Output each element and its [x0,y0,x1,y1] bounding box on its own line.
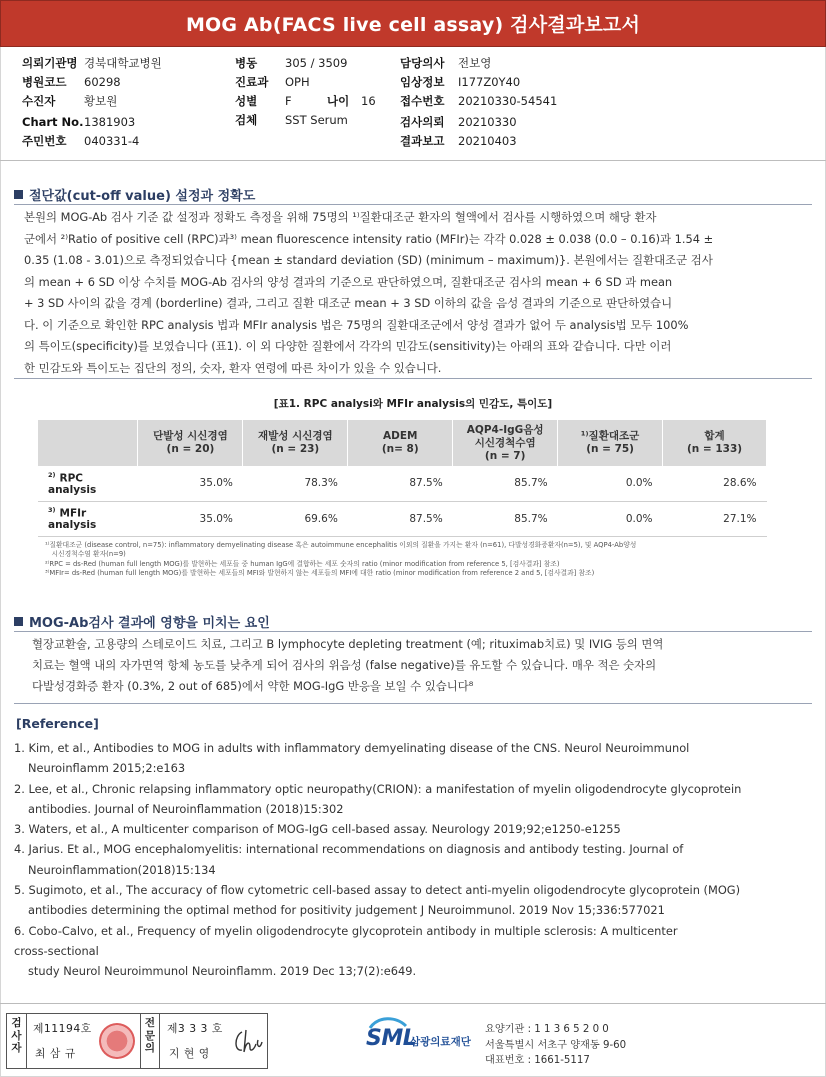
field-value: 경북대학교병원 [84,56,162,70]
table-cell: 0.0% [558,466,663,501]
field-value: SST Serum [285,113,348,127]
table-cell: 35.0% [138,501,243,536]
table-cell: 85.7% [453,466,558,501]
field-label: 접수번호 [400,94,445,108]
report-title: MOG Ab(FACS live cell assay) 검사결과보고서 [185,14,641,36]
table-header-row [38,420,767,466]
table-cell: 28.6% [663,466,767,501]
sensitivity-table [38,420,767,537]
field-label: 검사의뢰 [400,115,445,129]
field-label: 나이 [327,94,350,108]
section-underline [14,703,812,704]
table-footnotes [45,541,765,579]
text-line: 의 특이도(specificity)를 보였습니다 (표1). 이 외 다양한 질환에서 각각의 민감도(sensitivity)는 아래의 표와 같습니다. 다만 이러 [24,339,672,353]
field-label: Chart No. [22,115,84,129]
table-cell: 35.0% [138,466,243,501]
column-header: ADEM (n= 8) [348,420,453,466]
column-header: 합계 (n = 133) [663,420,767,466]
signature-box [6,1013,268,1069]
table-cell: 85.7% [453,501,558,536]
section-underline [14,204,812,205]
reference-line: antibodies. Journal of Neuroinflammation (2018)15:302 [28,801,344,816]
divider [0,160,826,161]
text-line: 0.35 (1.08 - 3.01)으로 측정되었습니다 {mean ± standard deviation (SD) (minimum – maximum)}. 본원에서는 질환대조군 검사 [24,253,713,267]
specialist-name: 지 현 영 [169,1047,210,1060]
column-header: 단발성 시신경염 (n = 20) [138,420,243,466]
table-cell: 69.6% [243,501,348,536]
field-value: 305 / 3509 [285,56,348,70]
field-label: 결과보고 [400,134,445,148]
table-cell: 87.5% [348,501,453,536]
reference-title: [Reference] [16,716,99,731]
text-line: 의 mean + 6 SD 이상 수치를 MOG-Ab 검사의 양성 결과의 기준으로 판단하였으며, 질환대조군 검사의 mean + 6 SD 과 mean [24,274,673,289]
field-value: 040331-4 [84,134,140,148]
footnote: 시신경척수염 환자(n=9) [45,550,126,559]
reference-line: 2. Lee, et al., Chronic relapsing inflammatory optic neuropathy(CRION): a manifestation of myelin oligodendrocyte glycoprotein [14,781,742,796]
seal-stamp-icon [99,1023,135,1059]
field-label: 주민번호 [22,134,67,148]
field-value: I177Z0Y40 [458,75,521,89]
field-label: 임상정보 [400,75,445,89]
specialist-label: 전문의 [140,1014,160,1068]
table-corner [38,420,138,466]
section-underline [14,631,812,632]
table-cell: 87.5% [348,466,453,501]
column-header: 재발성 시신경염 (n = 23) [243,420,348,466]
section-title-factors [14,612,270,631]
bullet-square-icon [14,190,23,199]
reference-line: 4. Jarius. Et al., MOG encephalomyelitis: international recommendations on diagnosis and antibody testing. Journal of [14,842,684,857]
field-value: 20210330-54541 [458,94,558,108]
bullet-square-icon [14,617,23,626]
logo-text: SML [366,1026,417,1051]
text-line: 군에서 ²⁾Ratio of positive cell (RPC)과³⁾ mean fluorescence intensity ratio (MFIr)는 각각 0.028 ± 0.038 (0.0 – 0.16)과 1.54 ± [24,231,714,246]
reference-line: 6. Cobo-Calvo, et al., Frequency of myelin oligodendrocyte glycoprotein antibody in multiple sclerosis: A multicenter [14,923,678,938]
footnote: ²⁾RPC = ds-Red (human full length MOG)를 발현하는 세포들 중 human IgG에 결합하는 세포 숫자의 ratio (minor modification from reference 5, [검사결과] 참조) [45,559,560,568]
tester-label: 검사자 [7,1014,27,1068]
column-header: ¹⁾질환대조군 (n = 75) [558,420,663,466]
field-label: 수진자 [22,94,56,108]
table-caption: [표1. RPC analysi와 MFIr analysis의 민감도, 특이도] [273,398,553,410]
field-label: 담당의사 [400,56,445,70]
reference-line: antibodies determining the optimal method for positivity judgement J Neuroimmunol. 2019 Nov 15;336:577021 [28,903,665,918]
reference-line: Neuroinflammation(2018)15:134 [28,862,216,877]
field-value: OPH [285,75,310,89]
field-label: 진료과 [235,75,269,89]
org-address [485,1022,626,1069]
section-title-text: MOG-Ab검사 결과에 영향을 미치는 요인 [29,616,270,631]
table-row [38,501,767,536]
tester-license-no: 제11194호 [33,1022,92,1035]
field-label: 성별 [235,94,258,108]
section-title-text: 절단값(cut-off value) 설정과 정확도 [29,189,256,204]
reference-line: study Neurol Neuroimmunol Neuroinflamm. 2019 Dec 13;7(2):e649. [28,964,417,979]
reference-line: cross-sectional [14,943,99,958]
cutoff-paragraph [24,207,804,379]
field-value: 20210330 [458,115,517,129]
reference-line: 1. Kim, et al., Antibodies to MOG in adults with inflammatory demyelinating disease of the CNS. Neurol Neuroimmunol [14,741,690,755]
text-line: + 3 SD 사이의 값을 경계 (borderline) 결과, 그리고 질환 대조군 mean + 3 SD 이하의 값을 음성 결과의 기준으로 판단하였습니 [24,296,673,310]
tester-name: 최 삼 규 [35,1047,76,1060]
signature-icon [232,1028,264,1056]
reference-line: Neuroinflamm 2015;2:e163 [28,761,186,776]
footnote: ¹⁾질환대조군 (disease control, n=75): inflammatory demyelinating disease 혹은 autoimmune encephalitis 이외의 질환을 가지는 환자 (n=61), 다발성경화증환자(n=5), 및 AQP4-Ab양성 [45,541,637,549]
reference-line: 5. Sugimoto, et al., The accuracy of flow cytometric cell-based assay to detect anti-myelin oligodendrocyte glycoprotein (MOG) [14,883,741,898]
row-header: $^{2)}$ RPC analysis [38,466,138,501]
specialist-license-no: 제3 3 3 호 [167,1022,223,1035]
org-name: 삼광의료재단 [410,1036,471,1048]
column-header: AQP4-IgG음성 시신경척수염 (n = 7) [453,420,558,466]
table-cell: 78.3% [243,466,348,501]
field-label: 병동 [235,56,258,70]
reference-list [14,738,814,982]
section-underline [14,378,812,379]
field-label: 병원코드 [22,75,67,89]
table-cell: 0.0% [558,501,663,536]
address-line: 서울특별시 서초구 양재동 9-60 [485,1039,627,1051]
text-line: 다. 이 기준으로 확인한 RPC analysis 법과 MFIr analysis 법은 75명의 질환대조군에서 양성 결과가 없어 두 analysis법 모두 100% [24,317,689,332]
field-value: 1381903 [84,115,136,129]
section-title-cutoff [14,185,255,204]
footer-divider [0,1003,826,1004]
field-label: 의뢰기관명 [22,56,78,70]
field-label: 검체 [235,113,258,127]
text-line: 한 민감도와 특이도는 집단의 정의, 숫자, 환자 연령에 따른 차이가 있을 수 있습니다. [24,360,442,375]
table-row [38,466,767,501]
text-line: 혈장교환술, 고용량의 스테로이드 치료, 그리고 B lymphocyte depleting treatment (예; rituximab치료) 및 IVIG 등의 면역 [32,637,664,651]
field-value: 16 [361,94,376,108]
address-line: 대표번호 : 1661-5117 [485,1055,590,1066]
field-value: F [285,94,292,108]
table-cell: 27.1% [663,501,767,536]
field-value: 20210403 [458,134,517,148]
text-line: 다발성경화증 환자 (0.3%, 2 out of 685)에서 약한 MOG-IgG 반응을 보일 수 있습니다⁸ [32,679,474,693]
field-value: 황보원 [84,94,118,108]
text-line: 치료는 혈액 내의 자가면역 항체 농도를 낮추게 되어 검사의 위음성 (false negative)를 유도할 수 있습니다. 매우 적은 숫자의 [32,658,657,672]
footnote: ³⁾MFIr= ds-Red (human full length MOG)를 발현하는 세포들의 MFI와 발현하지 않는 세포들의 MFI에 대한 ratio (minor modification from reference 2 and 5, [검사결과] 참조) [45,569,595,578]
row-header: $^{3)}$ MFIr analysis [38,501,138,536]
text-line: 본원의 MOG-Ab 검사 기준 값 설정과 정확도 측정을 위해 75명의 ¹⁾질환대조군 환자의 혈액에서 검사를 시행하였으며 해당 환자 [24,210,657,224]
factors-paragraph [32,634,812,697]
field-value: 전보영 [458,56,492,70]
address-line: 요양기관 : 1 1 3 6 5 2 0 0 [485,1024,609,1035]
field-value: 60298 [84,75,121,89]
reference-line: 3. Waters, et al., A multicenter comparison of MOG-IgG cell-based assay. Neurology 2019;92;e1250-e1255 [14,822,621,837]
report-title-bar [0,0,826,47]
